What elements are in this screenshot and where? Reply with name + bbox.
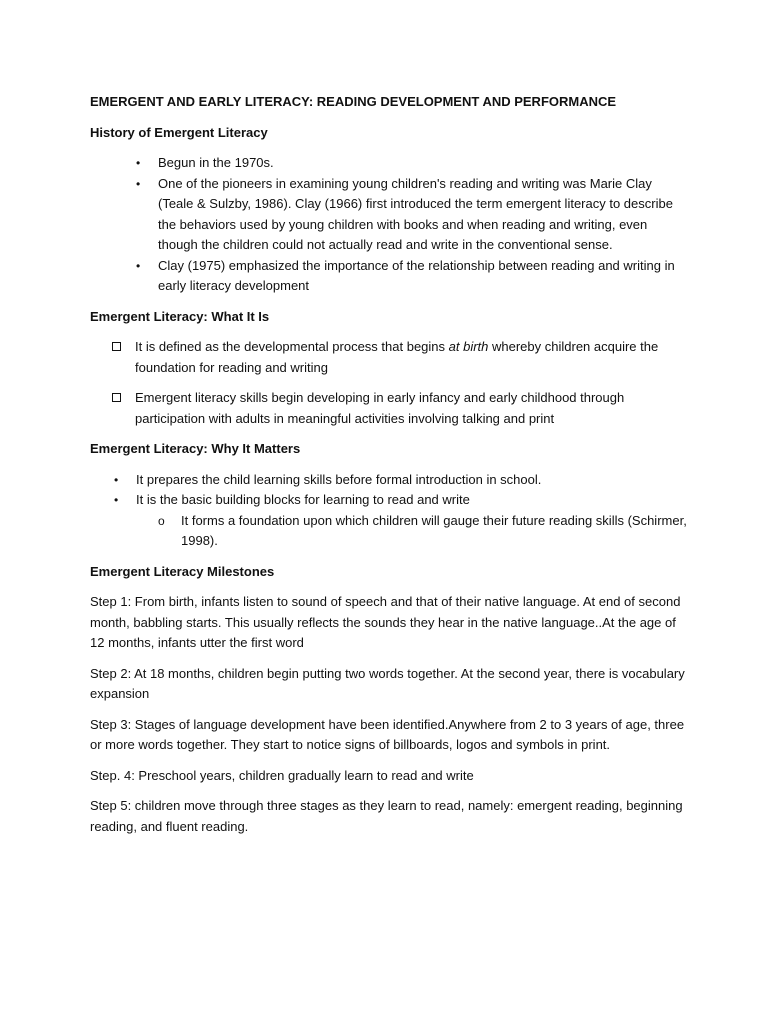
milestone-step: Step 1: From birth, infants listen to sound of speech and that of their native language. At end of second month, babbling starts. This usually reflects the sounds they hear in the native language..At the age of 12 months, infants utter the first word [90,594,681,650]
list-item-text: It is the basic building blocks for learning to read and write [136,492,470,507]
bullet-dot-icon: • [114,472,119,487]
italic-text: at birth [448,339,489,354]
text-segment: whereby children acquire the foundation for reading and writing [135,339,659,375]
list-item-text: Emergent literacy skills begin developing in early infancy and early childhood through participation with adults in meaningful activities involving talking and print [135,390,625,426]
heading-why-it-matters: Emergent Literacy: Why It Matters [90,441,301,456]
milestone-step: Step 2: At 18 months, children begin putting two words together. At the second year, there is vocabulary expansion [90,665,685,701]
bullet-dot-icon: • [136,176,141,191]
list-item-text: Begun in the 1970s. [158,155,274,170]
history-list [90,153,688,297]
heading-what-it-is: Emergent Literacy: What It Is [90,308,270,324]
list-item-text: It forms a foundation upon which children will gauge their future reading skills (Schirmer, 1998). [181,512,687,548]
list-item [90,174,688,256]
list-item [90,490,688,552]
list-item-text: One of the pioneers in examining young children's reading and writing was Marie Clay (Teale & Sulzby, 1986). Clay (1966) first introduced the term emergent literacy to describe the behaviors used by young children with books and when reading and writing, even though the children could not actually read and write in the conventional sense. [158,175,673,252]
text-segment: It is defined as the developmental process that begins [135,339,449,354]
document-title: EMERGENT AND EARLY LITERACY: READING DEVELOPMENT AND PERFORMANCE [90,94,617,109]
heading-history: History of Emergent Literacy [90,124,268,140]
checkbox-bullet-icon [112,342,121,351]
list-item-text: Clay (1975) emphasized the importance of the relationship between reading and writing in early literacy development [158,257,675,293]
list-item [90,470,688,491]
sub-list-item [136,511,688,552]
list-item [90,337,688,378]
why-it-matters-list [90,470,688,552]
milestone-step: Step. 4: Preschool years, children gradually learn to read and write [90,767,474,783]
list-item-text [135,339,658,375]
milestone-step: Step 5: children move through three stages as they learn to read, namely: emergent reading, beginning reading, and fluent reading. [90,798,683,834]
list-item [90,153,688,174]
list-item [90,256,688,297]
list-item [90,388,688,429]
milestone-step: Step 3: Stages of language development have been identified.Anywhere from 2 to 3 years of age, three or more words together. They start to notice signs of billboards, logos and symbols in print. [90,716,685,752]
bullet-circle-icon: o [158,513,165,528]
bullet-dot-icon: • [114,493,119,507]
heading-milestones: Emergent Literacy Milestones [90,563,275,579]
sub-list [136,511,688,552]
list-item-text: It prepares the child learning skills before formal introduction in school. [136,471,542,487]
bullet-dot-icon: • [136,156,141,170]
bullet-dot-icon: • [136,258,141,273]
checkbox-bullet-icon [112,393,121,402]
what-it-is-list [90,337,688,429]
